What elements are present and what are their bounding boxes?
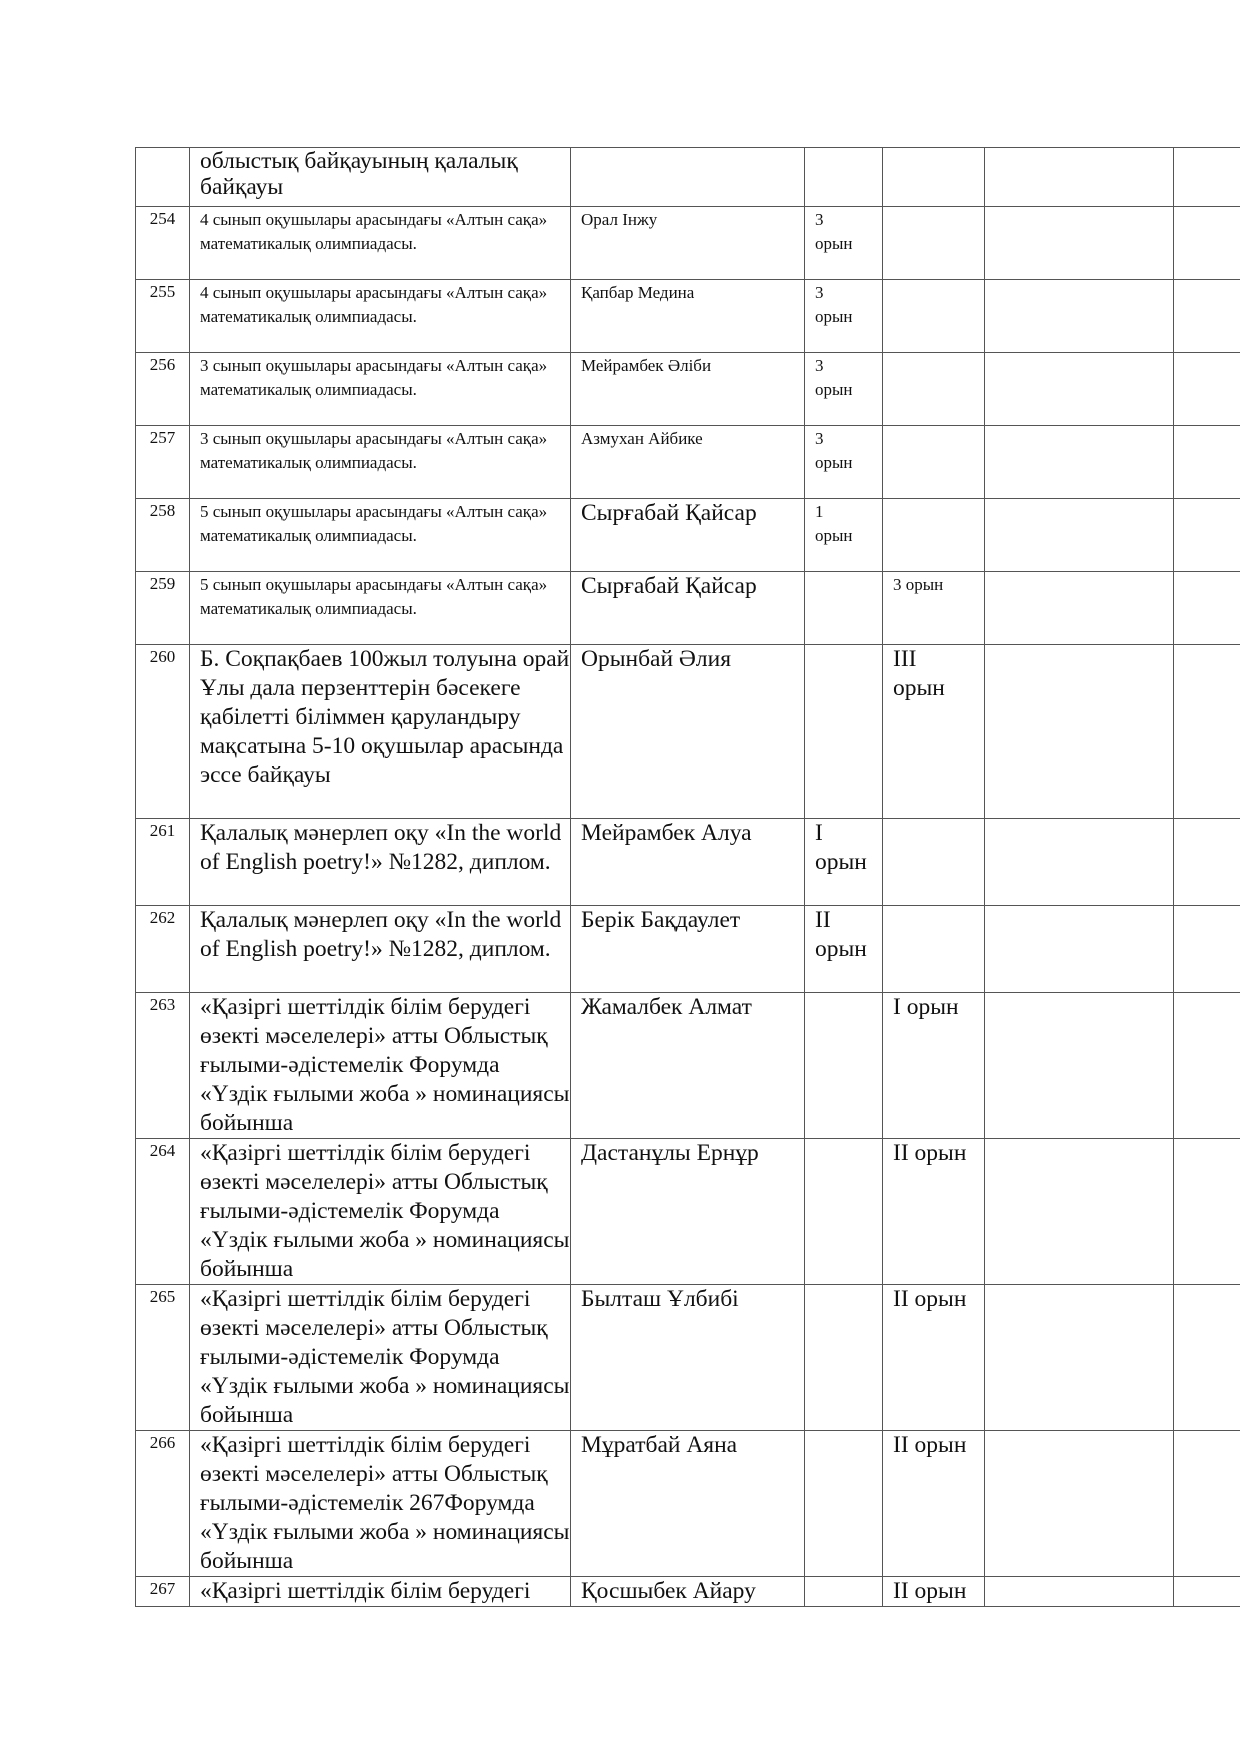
- empty-cell: [1174, 819, 1240, 906]
- student-name: Жамалбек Алмат: [571, 993, 805, 1139]
- row-number: 254: [136, 207, 190, 280]
- city-place: 3 орын: [805, 426, 883, 499]
- empty-cell: [985, 1577, 1174, 1607]
- empty-cell: [1174, 1285, 1240, 1431]
- row-number: 266: [136, 1431, 190, 1577]
- event-name: 4 сынып оқушылары арасындағы «Алтын сақа» математикалық олимпиадасы.: [190, 207, 571, 280]
- row-number: 257: [136, 426, 190, 499]
- event-name: 5 сынып оқушылары арасындағы «Алтын сақа» математикалық олимпиадасы.: [190, 499, 571, 572]
- region-place: [883, 499, 985, 572]
- table-row: [136, 207, 1240, 280]
- row-number: 265: [136, 1285, 190, 1431]
- student-name: Сырғабай Қайсар: [571, 572, 805, 645]
- city-place: [805, 1431, 883, 1577]
- event-name: «Қазіргі шеттілдік білім берудегі өзекті мәселелері» атты Облыстық ғылыми-әдістемелік Форумда «Үздік ғылыми жоба » номинациясы бойынша: [190, 1139, 571, 1285]
- event-name: 4 сынып оқушылары арасындағы «Алтын сақа» математикалық олимпиадасы.: [190, 280, 571, 353]
- region-place: [883, 906, 985, 993]
- student-name: Орынбай Әлия: [571, 645, 805, 819]
- region-place: 3 орын: [883, 572, 985, 645]
- student-name: Берік Бақдаулет: [571, 906, 805, 993]
- empty-cell: [1174, 426, 1240, 499]
- empty-cell: [985, 280, 1174, 353]
- student-name: Былташ Ұлбибі: [571, 1285, 805, 1431]
- empty-cell: [985, 819, 1174, 906]
- row-number: [136, 148, 190, 207]
- table-row: [136, 1577, 1240, 1607]
- awards-table: [135, 147, 1240, 1607]
- empty-cell: [1174, 207, 1240, 280]
- empty-cell: [1174, 1577, 1240, 1607]
- region-place: II орын: [883, 1139, 985, 1285]
- event-name: «Қазіргі шеттілдік білім берудегі өзекті мәселелері» атты Облыстық ғылыми-әдістемелік Форумда «Үздік ғылыми жоба » номинациясы бойынша: [190, 1285, 571, 1431]
- city-place: 3 орын: [805, 207, 883, 280]
- empty-cell: [1174, 148, 1240, 207]
- city-place: [805, 1285, 883, 1431]
- region-place: III орын: [883, 645, 985, 819]
- event-name: «Қазіргі шеттілдік білім берудегі өзекті мәселелері» атты Облыстық ғылыми-әдістемелік Форумда «Үздік ғылыми жоба » номинациясы бойынша: [190, 993, 571, 1139]
- empty-cell: [1174, 499, 1240, 572]
- region-place: [883, 280, 985, 353]
- empty-cell: [985, 1139, 1174, 1285]
- event-name: Қалалық мәнерлеп оқу «In the world of English poetry!» №1282, диплом.: [190, 819, 571, 906]
- empty-cell: [985, 353, 1174, 426]
- table-row: [136, 499, 1240, 572]
- city-place: I орын: [805, 819, 883, 906]
- table-row: [136, 1285, 1240, 1431]
- event-name: 3 сынып оқушылары арасындағы «Алтын сақа» математикалық олимпиадасы.: [190, 353, 571, 426]
- empty-cell: [1174, 993, 1240, 1139]
- event-name: Қалалық мәнерлеп оқу «In the world of English poetry!» №1282, диплом.: [190, 906, 571, 993]
- region-place: [883, 426, 985, 499]
- student-name: [571, 148, 805, 207]
- event-name: 5 сынып оқушылары арасындағы «Алтын сақа» математикалық олимпиадасы.: [190, 572, 571, 645]
- city-place: [805, 1577, 883, 1607]
- empty-cell: [985, 1431, 1174, 1577]
- empty-cell: [985, 207, 1174, 280]
- empty-cell: [985, 572, 1174, 645]
- empty-cell: [985, 993, 1174, 1139]
- region-place: II орын: [883, 1431, 985, 1577]
- city-place: 3 орын: [805, 353, 883, 426]
- row-number: 258: [136, 499, 190, 572]
- row-number: 267: [136, 1577, 190, 1607]
- table-row: [136, 148, 1240, 207]
- empty-cell: [1174, 572, 1240, 645]
- empty-cell: [1174, 645, 1240, 819]
- city-place: [805, 1139, 883, 1285]
- empty-cell: [1174, 1431, 1240, 1577]
- city-place: [805, 148, 883, 207]
- table-row: [136, 1431, 1240, 1577]
- table-row: [136, 645, 1240, 819]
- table-row: [136, 572, 1240, 645]
- region-place: [883, 353, 985, 426]
- region-place: II орын: [883, 1577, 985, 1607]
- region-place: [883, 207, 985, 280]
- table-row: [136, 1139, 1240, 1285]
- empty-cell: [985, 645, 1174, 819]
- table-row: [136, 906, 1240, 993]
- event-name: «Қазіргі шеттілдік білім берудегі өзекті мәселелері» атты Облыстық ғылыми-әдістемелік 267Форумда «Үздік ғылыми жоба » номинациясы бойынша: [190, 1431, 571, 1577]
- student-name: Қапбар Медина: [571, 280, 805, 353]
- region-place: I орын: [883, 993, 985, 1139]
- student-name: Қосшыбек Айару: [571, 1577, 805, 1607]
- row-number: 261: [136, 819, 190, 906]
- table-row: [136, 993, 1240, 1139]
- student-name: Азмухан Айбике: [571, 426, 805, 499]
- region-place: [883, 148, 985, 207]
- row-number: 259: [136, 572, 190, 645]
- city-place: 3 орын: [805, 280, 883, 353]
- event-name: Б. Соқпақбаев 100жыл толуына орай Ұлы дала перзенттерін бәсекеге қабілетті біліммен қаруландыру мақсатына 5-10 оқушылар арасында эссе байқауы: [190, 645, 571, 819]
- row-number: 260: [136, 645, 190, 819]
- student-name: Мұратбай Аяна: [571, 1431, 805, 1577]
- empty-cell: [985, 499, 1174, 572]
- city-place: II орын: [805, 906, 883, 993]
- city-place: [805, 645, 883, 819]
- student-name: Мейрамбек Әліби: [571, 353, 805, 426]
- row-number: 256: [136, 353, 190, 426]
- region-place: [883, 819, 985, 906]
- city-place: 1 орын: [805, 499, 883, 572]
- empty-cell: [1174, 280, 1240, 353]
- event-name: «Қазіргі шеттілдік білім берудегі: [190, 1577, 571, 1607]
- student-name: Дастанұлы Ернұр: [571, 1139, 805, 1285]
- empty-cell: [985, 426, 1174, 499]
- student-name: Мейрамбек Алуа: [571, 819, 805, 906]
- table-row: [136, 426, 1240, 499]
- empty-cell: [1174, 1139, 1240, 1285]
- row-number: 255: [136, 280, 190, 353]
- empty-cell: [1174, 906, 1240, 993]
- student-name: Орал Інжу: [571, 207, 805, 280]
- empty-cell: [1174, 353, 1240, 426]
- row-number: 262: [136, 906, 190, 993]
- event-name: облыстық байқауының қалалық байқауы: [190, 148, 571, 207]
- empty-cell: [985, 906, 1174, 993]
- table-row: [136, 280, 1240, 353]
- city-place: [805, 993, 883, 1139]
- row-number: 263: [136, 993, 190, 1139]
- student-name: Сырғабай Қайсар: [571, 499, 805, 572]
- table-row: [136, 819, 1240, 906]
- event-name: 3 сынып оқушылары арасындағы «Алтын сақа» математикалық олимпиадасы.: [190, 426, 571, 499]
- table-row: [136, 353, 1240, 426]
- region-place: II орын: [883, 1285, 985, 1431]
- empty-cell: [985, 1285, 1174, 1431]
- city-place: [805, 572, 883, 645]
- empty-cell: [985, 148, 1174, 207]
- row-number: 264: [136, 1139, 190, 1285]
